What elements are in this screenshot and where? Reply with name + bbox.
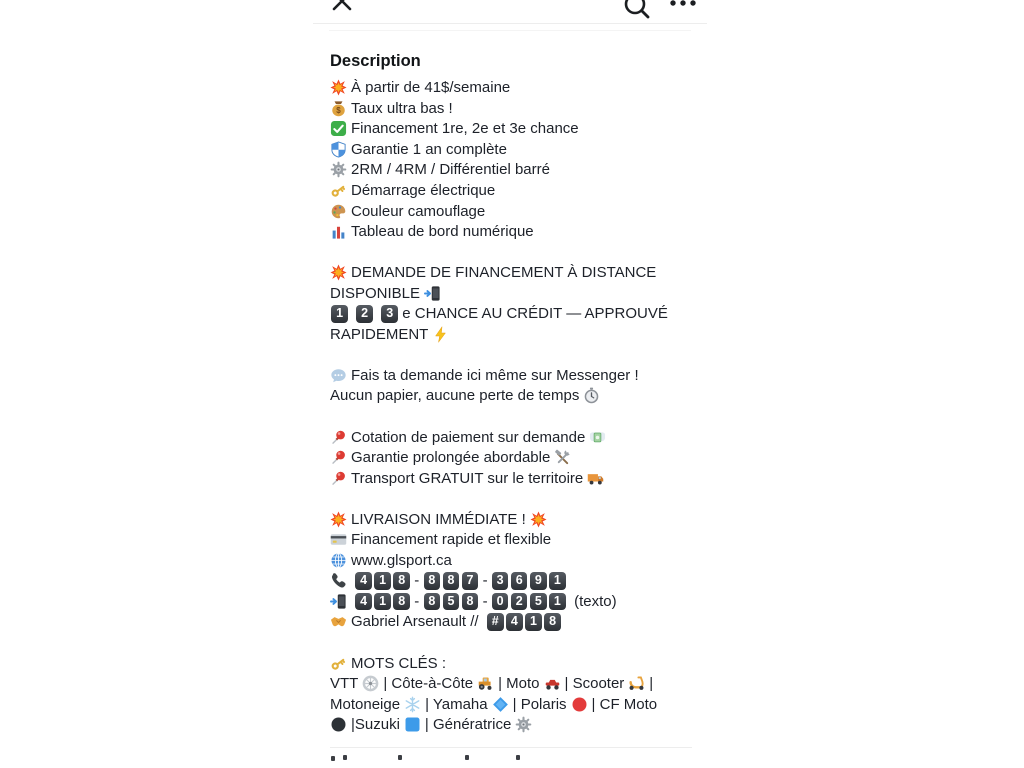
collision-emoji — [330, 511, 347, 528]
description-line — [330, 139, 698, 160]
keycap-9: 9 — [530, 572, 547, 590]
bar-chart-emoji — [330, 223, 347, 240]
blank-line — [330, 406, 698, 427]
description-text: (texto) — [569, 592, 617, 610]
mobile-phone-arrow-emoji — [424, 285, 441, 302]
description-text: Démarrage électrique — [351, 182, 496, 199]
description-text: Garantie 1 an complète — [351, 140, 507, 158]
keycap-5: 5 — [443, 593, 460, 611]
palette-emoji — [330, 203, 347, 220]
description-text: | Génératrice — [424, 716, 512, 734]
globe-emoji — [330, 552, 347, 569]
section-bottom-divider — [330, 747, 692, 748]
description-text: Couleur camouflage — [351, 202, 486, 220]
description-section — [330, 44, 698, 735]
description-text: Cotation de paiement sur demande — [351, 428, 586, 446]
close-x-icon — [329, 1, 355, 18]
description-text: - — [414, 572, 420, 590]
keycap-8: 8 — [393, 572, 410, 590]
description-text: - — [482, 592, 488, 610]
speech-balloon-emoji — [330, 367, 347, 384]
description-line — [330, 571, 698, 592]
keycap-group — [422, 593, 479, 611]
toolbar-divider — [313, 23, 707, 24]
description-line — [330, 262, 698, 283]
hammer-wrench-emoji — [554, 449, 571, 466]
description-line — [330, 550, 698, 571]
blank-line — [330, 488, 698, 509]
keycap-1: 1 — [549, 593, 566, 611]
keycap-group — [491, 593, 567, 611]
blue-square-emoji — [404, 716, 421, 733]
description-line — [330, 160, 698, 181]
description-text: Financement 1re, 2e et 3e chance — [351, 120, 579, 138]
blank-line — [330, 632, 698, 653]
description-line — [330, 468, 698, 489]
keycap-group — [354, 593, 411, 611]
keycap-8: 8 — [544, 613, 561, 631]
keycap-group — [380, 305, 399, 323]
pushpin-emoji — [330, 470, 347, 487]
svg-text:$: $ — [336, 106, 341, 116]
keycap-group — [354, 572, 411, 590]
description-text: | CF Moto — [591, 695, 658, 713]
collision-emoji — [530, 511, 547, 528]
collision-emoji — [330, 79, 347, 96]
description-text: Taux ultra bas ! — [351, 99, 453, 117]
keycap-8: 8 — [424, 593, 441, 611]
snowflake-emoji — [404, 696, 421, 713]
description-text: Garantie prolongée abordable — [351, 449, 551, 467]
description-text: LIVRAISON IMMÉDIATE ! — [351, 510, 526, 528]
scooter-emoji — [628, 675, 645, 692]
shield-emoji — [330, 141, 347, 158]
collision-emoji — [330, 264, 347, 281]
keycap-#: # — [487, 613, 504, 631]
description-line — [330, 201, 698, 222]
three-dots-menu-icon — [669, 0, 699, 13]
description-line — [330, 509, 698, 530]
credit-card-emoji — [330, 531, 347, 548]
black-circle-emoji — [330, 716, 347, 733]
tractor-emoji — [477, 675, 494, 692]
description-text: www.glsport.ca — [351, 551, 452, 569]
stopwatch-emoji — [583, 387, 600, 404]
keycap-3: 3 — [381, 305, 398, 323]
description-text: e CHANCE AU CRÉDIT — APPROUVÉ — [402, 305, 668, 323]
more-options-button[interactable] — [669, 0, 699, 6]
description-text: | Scooter — [564, 675, 625, 693]
description-line — [330, 447, 698, 468]
description-line — [330, 673, 698, 694]
description-line — [330, 530, 698, 551]
keycap-4: 4 — [355, 572, 372, 590]
keycap-group — [355, 305, 374, 323]
search-button[interactable] — [622, 0, 652, 21]
keycap-4: 4 — [355, 593, 372, 611]
description-text: Aucun papier, aucune perte de temps — [330, 387, 580, 405]
blank-line — [330, 242, 698, 263]
description-text: | Moto — [498, 675, 540, 693]
description-line — [330, 119, 698, 140]
telephone-emoji — [330, 572, 347, 589]
description-text: Financement rapide et flexible — [351, 531, 552, 549]
description-line — [330, 591, 698, 612]
keycap-6: 6 — [511, 572, 528, 590]
keycap-group — [330, 305, 349, 323]
description-line — [330, 386, 698, 407]
keycap-8: 8 — [462, 593, 479, 611]
keycap-1: 1 — [331, 305, 348, 323]
keycap-1: 1 — [374, 593, 391, 611]
keycap-1: 1 — [525, 613, 542, 631]
description-heading: Description — [330, 52, 421, 70]
lightning-emoji — [432, 326, 449, 343]
check-mark-emoji — [330, 120, 347, 137]
motorcycle-emoji — [544, 675, 561, 692]
blue-diamond-emoji — [492, 696, 509, 713]
description-text: RAPIDEMENT — [330, 325, 429, 343]
money-bag-emoji — [330, 100, 347, 117]
description-text: | — [649, 675, 654, 693]
description-body — [330, 78, 698, 736]
pushpin-emoji — [330, 449, 347, 466]
description-line — [330, 180, 698, 201]
description-line — [330, 283, 698, 304]
description-text: VTT — [330, 675, 359, 693]
description-text: - — [482, 572, 488, 590]
key-emoji — [330, 182, 347, 199]
key-emoji — [330, 655, 347, 672]
description-text: Transport GRATUIT sur le territoire — [351, 469, 584, 487]
description-line — [330, 694, 698, 715]
keycap-8: 8 — [443, 572, 460, 590]
description-text: Fais ta demande ici même sur Messenger ! — [351, 366, 639, 384]
description-line — [330, 612, 698, 633]
pushpin-emoji — [330, 429, 347, 446]
panel-top-divider — [329, 30, 691, 31]
description-text: Gabriel Arsenault // — [351, 613, 483, 631]
description-text: MOTS CLÉS : — [351, 654, 447, 672]
close-button[interactable] — [329, 0, 355, 14]
keycap-group — [486, 613, 562, 631]
keycap-8: 8 — [393, 593, 410, 611]
description-text: | Polaris — [512, 695, 567, 713]
description-text: Motoneige — [330, 695, 401, 713]
description-line — [330, 714, 698, 735]
keycap-2: 2 — [356, 305, 373, 323]
description-text: DEMANDE DE FINANCEMENT À DISTANCE — [351, 264, 657, 282]
description-line — [330, 653, 698, 674]
description-text: |Suzuki — [351, 716, 400, 734]
mobile-phone-arrow-emoji — [330, 593, 347, 610]
keycap-3: 3 — [492, 572, 509, 590]
gear-emoji — [515, 716, 532, 733]
keycap-1: 1 — [374, 572, 391, 590]
keycap-8: 8 — [424, 572, 441, 590]
description-text: | Côte-à-Côte — [383, 675, 474, 693]
description-text: À partir de 41$/semaine — [351, 79, 511, 97]
gear-emoji — [330, 161, 347, 178]
handshake-emoji — [330, 613, 347, 630]
description-line — [330, 221, 698, 242]
description-line — [330, 365, 698, 386]
keycap-4: 4 — [506, 613, 523, 631]
keycap-group — [422, 572, 479, 590]
wheel-emoji — [362, 675, 379, 692]
money-wings-emoji — [589, 429, 606, 446]
description-text: Tableau de bord numérique — [351, 223, 534, 241]
keycap-7: 7 — [462, 572, 479, 590]
description-text: DISPONIBLE — [330, 284, 421, 302]
description-line — [330, 98, 698, 119]
description-text: - — [414, 592, 420, 610]
description-line — [330, 304, 698, 325]
red-circle-emoji — [571, 696, 588, 713]
truck-emoji — [587, 470, 604, 487]
keycap-1: 1 — [549, 572, 566, 590]
description-line — [330, 78, 698, 99]
blank-line — [330, 345, 698, 366]
description-text: 2RM / 4RM / Différentiel barré — [351, 161, 550, 179]
keycap-2: 2 — [511, 593, 528, 611]
keycap-5: 5 — [530, 593, 547, 611]
description-line — [330, 324, 698, 345]
description-text: | Yamaha — [425, 695, 488, 713]
keycap-0: 0 — [492, 593, 509, 611]
keycap-group — [491, 572, 567, 590]
description-line — [330, 427, 698, 448]
